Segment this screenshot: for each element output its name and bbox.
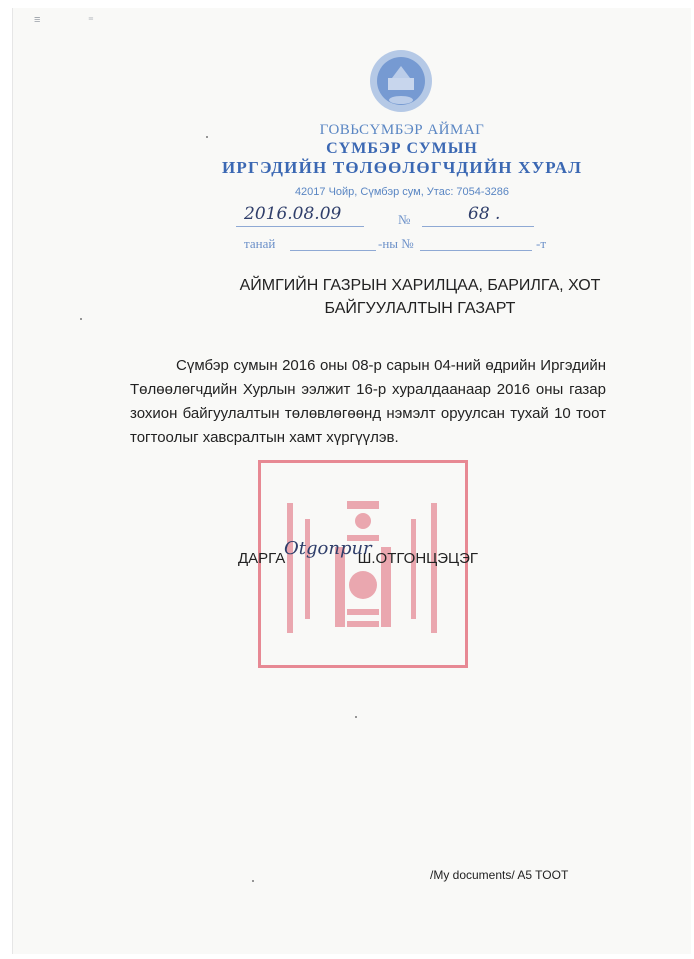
council-name: ИРГЭДИЙН ТӨЛӨӨЛӨГЧДИЙН ХУРАЛ [221,158,583,177]
recipient-line: БАЙГУУЛАЛТЫН ГАЗАРТ [324,300,516,317]
signer-name: Ш.ОТГОНЦЭЦЭГ [357,550,479,567]
staple-mark: ⁼ [88,15,94,27]
address-line: 42017 Чойр, Сүмбэр сум, Утас: 7054-3286 [294,186,510,198]
sum-name: СҮМБЭР СУМЫН [326,140,478,157]
aimag-name: ГОВЬСҮМБЭР АЙМАГ [319,122,485,138]
date-underline [236,226,364,227]
document-number: 68 . [468,204,501,224]
document-date: 2016.08.09 [244,204,342,224]
number-underline [422,226,534,227]
state-emblem-icon [368,48,434,114]
recipient-block [180,274,660,320]
signer-title: ДАРГА [238,550,286,567]
file-path-footer: /My documents/ A5 TOOT [430,868,569,882]
paper-speck [80,318,82,320]
recipient-line: АЙМГИЙН ГАЗРЫН ХАРИЛЦАА, БАРИЛГА, ХОТ [239,277,601,294]
paper-speck [206,136,208,138]
letter-body: Сүмбэр сумын 2016 оны 08-р сарын 04-ний өдрийн Иргэдийн Төлөөлөгчдийн Хурлын ээлжит 16-р хуралдаанаар 2016 оны газар зохион байгуулалтын төлөвлөгөөнд нэмэлт оруулсан тухай 10 тоот тогтоолыг хавсралтын хамт хүргүүлэв. [130,357,606,446]
staple-mark: ≡ [34,14,41,26]
your-label: танай [244,236,276,251]
number-label: № [398,212,411,227]
of-underline [420,250,532,251]
paper-speck [355,716,357,718]
your-underline [290,250,376,251]
paper-speck [252,880,254,882]
of-label: -ны № [378,236,414,251]
handwritten-signature: Otgonpur [284,538,372,559]
suffix-label: -т [536,236,547,251]
